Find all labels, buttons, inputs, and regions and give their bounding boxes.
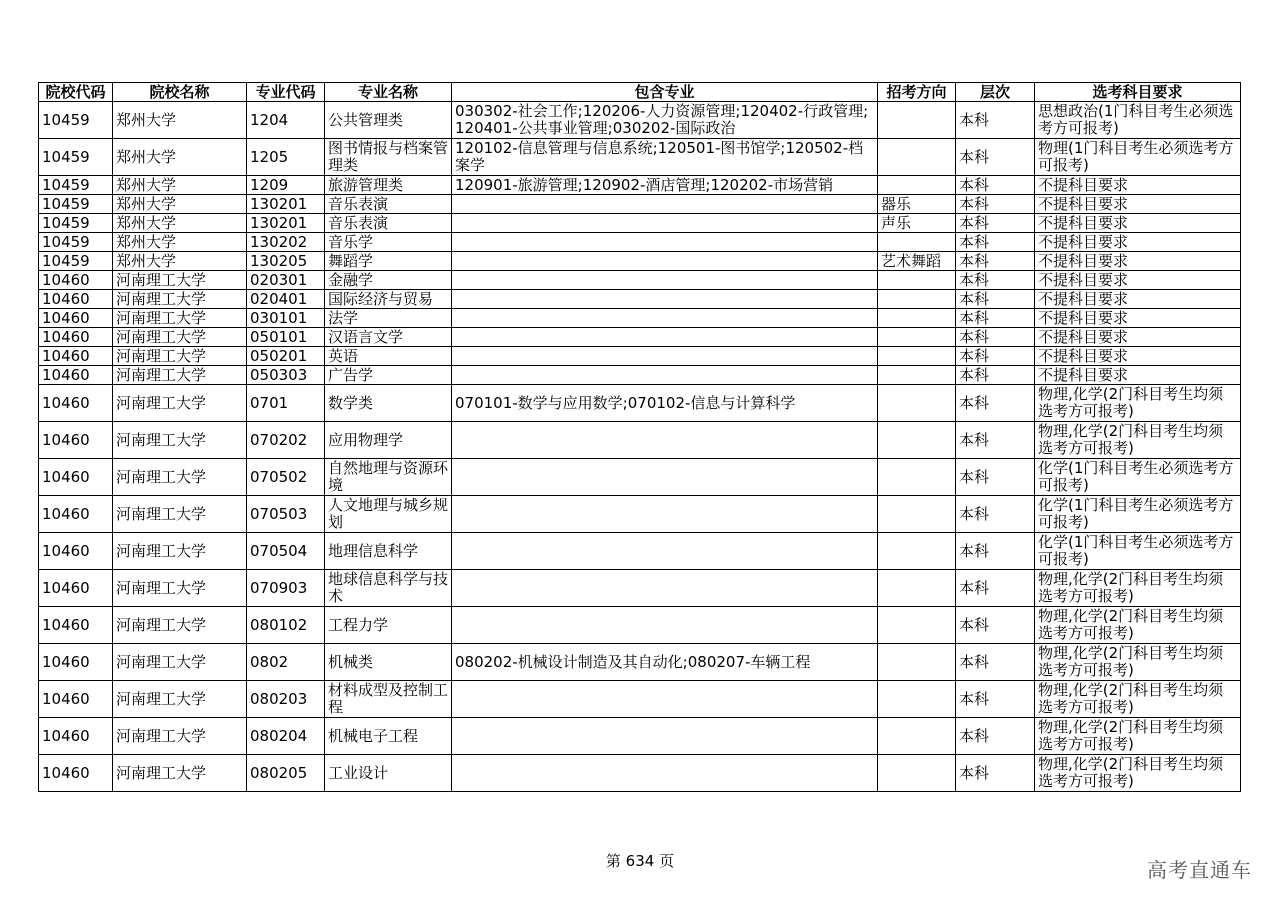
cell-subject-requirement: 不提科目要求 xyxy=(1035,290,1241,309)
cell-school-name: 河南理工大学 xyxy=(113,570,247,607)
cell-major-name: 法学 xyxy=(325,309,452,328)
cell-major-name: 工业设计 xyxy=(325,755,452,792)
cell-major-name: 音乐表演 xyxy=(325,214,452,233)
cell-subject-requirement: 化学(1门科目考生必须选考方可报考) xyxy=(1035,459,1241,496)
column-header-direction: 招考方向 xyxy=(878,83,956,102)
cell-direction xyxy=(878,271,956,290)
table-row xyxy=(39,328,1241,347)
cell-included-majors xyxy=(452,681,878,718)
cell-direction xyxy=(878,309,956,328)
cell-major-code: 050201 xyxy=(247,347,325,366)
cell-major-code: 020301 xyxy=(247,271,325,290)
cell-school-name: 郑州大学 xyxy=(113,195,247,214)
cell-school-name: 河南理工大学 xyxy=(113,607,247,644)
cell-major-code: 080204 xyxy=(247,718,325,755)
cell-school-name: 河南理工大学 xyxy=(113,328,247,347)
table-row xyxy=(39,214,1241,233)
cell-major-name: 英语 xyxy=(325,347,452,366)
cell-school-code: 10460 xyxy=(39,607,113,644)
cell-direction xyxy=(878,290,956,309)
table-row xyxy=(39,570,1241,607)
cell-school-name: 河南理工大学 xyxy=(113,496,247,533)
cell-school-code: 10459 xyxy=(39,233,113,252)
cell-direction xyxy=(878,570,956,607)
column-header-major-name: 专业名称 xyxy=(325,83,452,102)
cell-level: 本科 xyxy=(956,718,1035,755)
cell-major-code: 0701 xyxy=(247,385,325,422)
cell-school-code: 10459 xyxy=(39,252,113,271)
cell-direction xyxy=(878,681,956,718)
cell-included-majors xyxy=(452,290,878,309)
cell-included-majors xyxy=(452,252,878,271)
cell-major-name: 图书情报与档案管理类 xyxy=(325,139,452,176)
cell-subject-requirement: 不提科目要求 xyxy=(1035,214,1241,233)
cell-direction xyxy=(878,755,956,792)
cell-level: 本科 xyxy=(956,607,1035,644)
cell-school-code: 10460 xyxy=(39,644,113,681)
cell-school-code: 10460 xyxy=(39,385,113,422)
cell-level: 本科 xyxy=(956,102,1035,139)
cell-major-code: 1205 xyxy=(247,139,325,176)
cell-subject-requirement: 不提科目要求 xyxy=(1035,347,1241,366)
cell-level: 本科 xyxy=(956,252,1035,271)
cell-included-majors xyxy=(452,755,878,792)
column-header-level: 层次 xyxy=(956,83,1035,102)
cell-level: 本科 xyxy=(956,366,1035,385)
cell-included-majors xyxy=(452,459,878,496)
cell-direction xyxy=(878,366,956,385)
cell-major-name: 音乐学 xyxy=(325,233,452,252)
cell-school-name: 河南理工大学 xyxy=(113,290,247,309)
cell-school-name: 河南理工大学 xyxy=(113,271,247,290)
cell-subject-requirement: 不提科目要求 xyxy=(1035,176,1241,195)
cell-level: 本科 xyxy=(956,139,1035,176)
cell-major-code: 130202 xyxy=(247,233,325,252)
cell-subject-requirement: 不提科目要求 xyxy=(1035,195,1241,214)
watermark-logo-text: 高考直通车 xyxy=(1147,858,1252,882)
cell-major-name: 金融学 xyxy=(325,271,452,290)
cell-major-name: 广告学 xyxy=(325,366,452,385)
cell-included-majors xyxy=(452,347,878,366)
table-row xyxy=(39,309,1241,328)
cell-school-name: 河南理工大学 xyxy=(113,644,247,681)
cell-subject-requirement: 物理,化学(2门科目考生均须选考方可报考) xyxy=(1035,422,1241,459)
cell-major-code: 1209 xyxy=(247,176,325,195)
cell-major-code: 050303 xyxy=(247,366,325,385)
cell-school-code: 10460 xyxy=(39,681,113,718)
cell-school-name: 郑州大学 xyxy=(113,252,247,271)
cell-major-code: 050101 xyxy=(247,328,325,347)
cell-school-name: 河南理工大学 xyxy=(113,366,247,385)
cell-school-name: 河南理工大学 xyxy=(113,385,247,422)
cell-major-code: 080205 xyxy=(247,755,325,792)
cell-major-name: 机械电子工程 xyxy=(325,718,452,755)
cell-school-code: 10459 xyxy=(39,139,113,176)
cell-school-code: 10460 xyxy=(39,309,113,328)
cell-school-name: 郑州大学 xyxy=(113,233,247,252)
cell-level: 本科 xyxy=(956,755,1035,792)
table-row xyxy=(39,607,1241,644)
cell-included-majors xyxy=(452,271,878,290)
cell-major-code: 070202 xyxy=(247,422,325,459)
cell-level: 本科 xyxy=(956,459,1035,496)
cell-school-code: 10460 xyxy=(39,496,113,533)
cell-included-majors xyxy=(452,366,878,385)
cell-major-code: 130201 xyxy=(247,195,325,214)
cell-included-majors: 080202-机械设计制造及其自动化;080207-车辆工程 xyxy=(452,644,878,681)
cell-major-code: 070504 xyxy=(247,533,325,570)
cell-major-name: 汉语言文学 xyxy=(325,328,452,347)
table-header-row xyxy=(39,83,1241,102)
cell-major-name: 人文地理与城乡规划 xyxy=(325,496,452,533)
cell-major-code: 0802 xyxy=(247,644,325,681)
cell-included-majors xyxy=(452,607,878,644)
cell-school-name: 郑州大学 xyxy=(113,214,247,233)
cell-direction xyxy=(878,644,956,681)
cell-school-name: 河南理工大学 xyxy=(113,755,247,792)
page-number: 第 634 页 xyxy=(605,852,675,870)
cell-school-name: 河南理工大学 xyxy=(113,347,247,366)
cell-included-majors: 120901-旅游管理;120902-酒店管理;120202-市场营销 xyxy=(452,176,878,195)
cell-major-name: 应用物理学 xyxy=(325,422,452,459)
cell-subject-requirement: 物理,化学(2门科目考生均须选考方可报考) xyxy=(1035,718,1241,755)
cell-school-name: 郑州大学 xyxy=(113,139,247,176)
cell-major-code: 030101 xyxy=(247,309,325,328)
cell-included-majors xyxy=(452,533,878,570)
table-row xyxy=(39,233,1241,252)
table-row xyxy=(39,366,1241,385)
cell-included-majors xyxy=(452,233,878,252)
table-row xyxy=(39,755,1241,792)
cell-school-name: 河南理工大学 xyxy=(113,718,247,755)
cell-school-code: 10460 xyxy=(39,533,113,570)
cell-included-majors xyxy=(452,422,878,459)
cell-major-code: 130205 xyxy=(247,252,325,271)
cell-subject-requirement: 物理(1门科目考生必须选考方可报考) xyxy=(1035,139,1241,176)
cell-subject-requirement: 物理,化学(2门科目考生均须选考方可报考) xyxy=(1035,755,1241,792)
cell-school-name: 河南理工大学 xyxy=(113,422,247,459)
cell-school-name: 郑州大学 xyxy=(113,176,247,195)
table-row xyxy=(39,459,1241,496)
cell-major-name: 音乐表演 xyxy=(325,195,452,214)
cell-school-name: 河南理工大学 xyxy=(113,681,247,718)
cell-direction: 声乐 xyxy=(878,214,956,233)
cell-school-code: 10460 xyxy=(39,328,113,347)
cell-direction xyxy=(878,385,956,422)
cell-level: 本科 xyxy=(956,385,1035,422)
cell-included-majors xyxy=(452,328,878,347)
cell-level: 本科 xyxy=(956,328,1035,347)
table-row xyxy=(39,102,1241,139)
table-row xyxy=(39,718,1241,755)
cell-subject-requirement: 物理,化学(2门科目考生均须选考方可报考) xyxy=(1035,570,1241,607)
table-row xyxy=(39,533,1241,570)
cell-major-name: 工程力学 xyxy=(325,607,452,644)
cell-school-code: 10460 xyxy=(39,271,113,290)
table-row xyxy=(39,195,1241,214)
cell-direction: 器乐 xyxy=(878,195,956,214)
cell-school-code: 10459 xyxy=(39,176,113,195)
cell-major-name: 自然地理与资源环境 xyxy=(325,459,452,496)
cell-level: 本科 xyxy=(956,195,1035,214)
cell-major-name: 机械类 xyxy=(325,644,452,681)
table-row xyxy=(39,681,1241,718)
cell-direction xyxy=(878,607,956,644)
cell-direction xyxy=(878,347,956,366)
cell-included-majors xyxy=(452,570,878,607)
cell-major-code: 070903 xyxy=(247,570,325,607)
cell-direction xyxy=(878,533,956,570)
cell-level: 本科 xyxy=(956,271,1035,290)
cell-level: 本科 xyxy=(956,290,1035,309)
column-header-included-majors: 包含专业 xyxy=(452,83,878,102)
cell-subject-requirement: 思想政治(1门科目考生必须选考方可报考) xyxy=(1035,102,1241,139)
column-header-major-code: 专业代码 xyxy=(247,83,325,102)
cell-major-name: 旅游管理类 xyxy=(325,176,452,195)
cell-level: 本科 xyxy=(956,214,1035,233)
cell-school-code: 10460 xyxy=(39,290,113,309)
cell-direction: 艺术舞蹈 xyxy=(878,252,956,271)
cell-school-name: 河南理工大学 xyxy=(113,533,247,570)
cell-included-majors xyxy=(452,214,878,233)
cell-major-name: 数学类 xyxy=(325,385,452,422)
cell-major-name: 国际经济与贸易 xyxy=(325,290,452,309)
table-row xyxy=(39,347,1241,366)
cell-school-code: 10459 xyxy=(39,102,113,139)
cell-level: 本科 xyxy=(956,309,1035,328)
cell-subject-requirement: 物理,化学(2门科目考生均须选考方可报考) xyxy=(1035,607,1241,644)
cell-school-code: 10459 xyxy=(39,214,113,233)
cell-direction xyxy=(878,233,956,252)
cell-level: 本科 xyxy=(956,496,1035,533)
cell-included-majors xyxy=(452,195,878,214)
cell-direction xyxy=(878,139,956,176)
cell-major-code: 130201 xyxy=(247,214,325,233)
cell-school-name: 郑州大学 xyxy=(113,102,247,139)
cell-major-code: 070503 xyxy=(247,496,325,533)
cell-major-code: 070502 xyxy=(247,459,325,496)
cell-subject-requirement: 不提科目要求 xyxy=(1035,233,1241,252)
cell-level: 本科 xyxy=(956,570,1035,607)
column-header-subject-requirement: 选考科目要求 xyxy=(1035,83,1241,102)
cell-level: 本科 xyxy=(956,176,1035,195)
cell-direction xyxy=(878,718,956,755)
table-row xyxy=(39,385,1241,422)
cell-level: 本科 xyxy=(956,533,1035,570)
cell-major-code: 020401 xyxy=(247,290,325,309)
table-row xyxy=(39,644,1241,681)
cell-included-majors xyxy=(452,718,878,755)
cell-major-name: 公共管理类 xyxy=(325,102,452,139)
cell-subject-requirement: 不提科目要求 xyxy=(1035,366,1241,385)
table-row xyxy=(39,139,1241,176)
cell-subject-requirement: 化学(1门科目考生必须选考方可报考) xyxy=(1035,533,1241,570)
cell-direction xyxy=(878,176,956,195)
admission-table xyxy=(38,82,1241,792)
cell-school-name: 河南理工大学 xyxy=(113,309,247,328)
cell-school-code: 10460 xyxy=(39,459,113,496)
cell-school-code: 10460 xyxy=(39,347,113,366)
cell-direction xyxy=(878,496,956,533)
cell-subject-requirement: 化学(1门科目考生必须选考方可报考) xyxy=(1035,496,1241,533)
cell-subject-requirement: 不提科目要求 xyxy=(1035,271,1241,290)
table-row xyxy=(39,176,1241,195)
cell-school-code: 10459 xyxy=(39,195,113,214)
cell-subject-requirement: 不提科目要求 xyxy=(1035,309,1241,328)
cell-major-code: 080102 xyxy=(247,607,325,644)
cell-major-code: 1204 xyxy=(247,102,325,139)
cell-major-name: 地理信息科学 xyxy=(325,533,452,570)
cell-direction xyxy=(878,328,956,347)
cell-school-code: 10460 xyxy=(39,366,113,385)
column-header-school-name: 院校名称 xyxy=(113,83,247,102)
table-row xyxy=(39,271,1241,290)
cell-subject-requirement: 物理,化学(2门科目考生均须选考方可报考) xyxy=(1035,385,1241,422)
table-row xyxy=(39,496,1241,533)
cell-school-code: 10460 xyxy=(39,755,113,792)
cell-subject-requirement: 不提科目要求 xyxy=(1035,252,1241,271)
cell-major-name: 舞蹈学 xyxy=(325,252,452,271)
cell-direction xyxy=(878,102,956,139)
cell-included-majors: 030302-社会工作;120206-人力资源管理;120402-行政管理;120401-公共事业管理;030202-国际政治 xyxy=(452,102,878,139)
cell-level: 本科 xyxy=(956,644,1035,681)
column-header-school-code: 院校代码 xyxy=(39,83,113,102)
cell-school-code: 10460 xyxy=(39,570,113,607)
table-row xyxy=(39,290,1241,309)
cell-major-code: 080203 xyxy=(247,681,325,718)
cell-subject-requirement: 物理,化学(2门科目考生均须选考方可报考) xyxy=(1035,681,1241,718)
cell-included-majors: 070101-数学与应用数学;070102-信息与计算科学 xyxy=(452,385,878,422)
cell-major-name: 地球信息科学与技术 xyxy=(325,570,452,607)
cell-subject-requirement: 不提科目要求 xyxy=(1035,328,1241,347)
cell-subject-requirement: 物理,化学(2门科目考生均须选考方可报考) xyxy=(1035,644,1241,681)
cell-included-majors xyxy=(452,496,878,533)
cell-direction xyxy=(878,459,956,496)
cell-direction xyxy=(878,422,956,459)
cell-included-majors xyxy=(452,309,878,328)
cell-school-name: 河南理工大学 xyxy=(113,459,247,496)
table-row xyxy=(39,252,1241,271)
cell-level: 本科 xyxy=(956,233,1035,252)
table-row xyxy=(39,422,1241,459)
cell-school-code: 10460 xyxy=(39,718,113,755)
cell-level: 本科 xyxy=(956,681,1035,718)
cell-level: 本科 xyxy=(956,422,1035,459)
cell-major-name: 材料成型及控制工程 xyxy=(325,681,452,718)
cell-school-code: 10460 xyxy=(39,422,113,459)
cell-included-majors: 120102-信息管理与信息系统;120501-图书馆学;120502-档案学 xyxy=(452,139,878,176)
cell-level: 本科 xyxy=(956,347,1035,366)
table-body xyxy=(39,102,1241,792)
